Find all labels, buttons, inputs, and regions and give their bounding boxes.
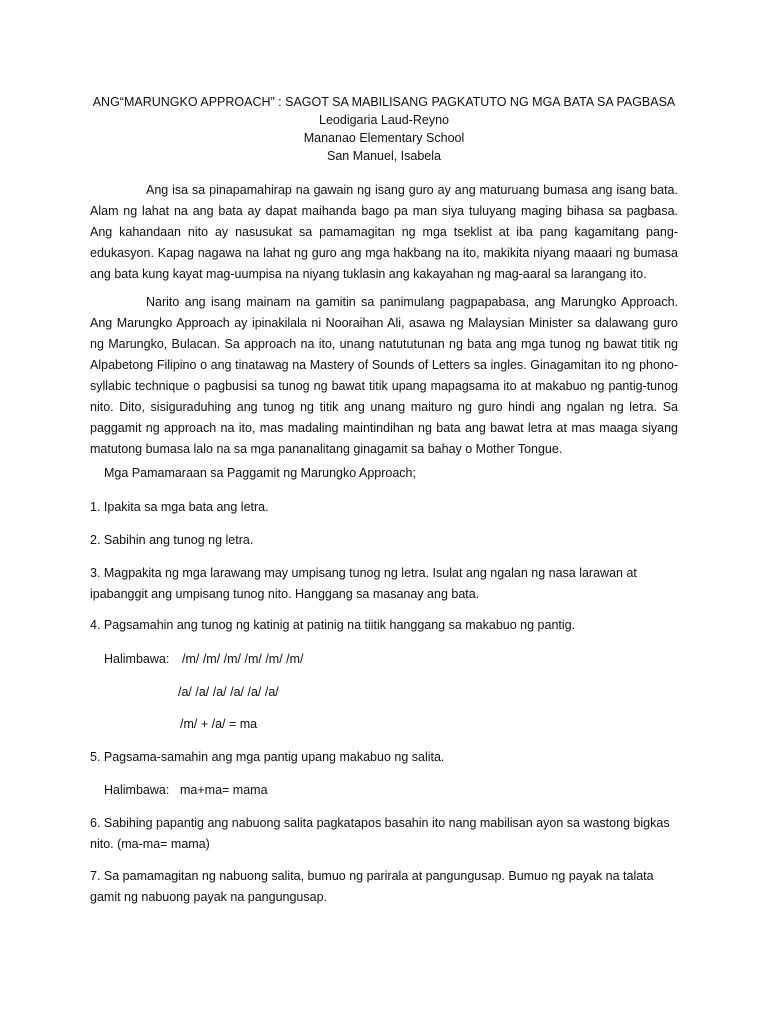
step-item: 2. Sabihin ang tunog ng letra.	[90, 533, 254, 547]
step-item: 5. Pagsama-samahin ang mga pantig upang makabuo ng salita.	[90, 750, 445, 764]
document-title: ANG“MARUNGKO APPROACH” : SAGOT SA MABILISANG PAGKATUTO NG MGA BATA SA PAGBASA	[92, 95, 676, 109]
example-row: ma+ma= mama	[180, 783, 268, 797]
step-item: 6. Sabihing papantig ang nabuong salita pagkatapos basahin ito nang mabilisan ayon sa wastong bigkas nito. (ma-ma= mama)	[90, 816, 670, 851]
example-label: Halimbawa:	[104, 783, 170, 797]
example-row: /a/ /a/ /a/ /a/ /a/ /a/	[178, 685, 279, 699]
paragraph-marungko	[90, 292, 678, 460]
step-item: 4. Pagsamahin ang tunog ng katinig at patinig na tiitik hanggang sa makabuo ng pantig.	[90, 618, 576, 632]
paragraph-text: Narito ang isang mainam na gamitin sa panimulang pagpapabasa, ang Marungko Approach. Ang Marungko Approach ay ipinakilala ni Nooraihan Ali, asawa ng Malaysian Minister sa dalawang guro ng Marungko, Bulacan. Sa approach na ito, unang natututunan ng bata ang mga tunog ng bawat titik ng Alpabetong Filipino o ang tinatawag na Mastery of Sounds of Letters sa ingles. Ginagamitan ito ng phono-syllabic technique o pagbusisi sa tunog ng bawat titik upang mapagsama ito at makabuo ng pantig-tunog nito. Dito, sisiguraduhing ang tunog ng titik ang unang maituro ng guro hindi ang ngalan ng letra. Sa paggamit ng approach na ito, mas madaling maintindihan ng bata ang bawat letra at mas maaga siyang matutong bumasa lalo na sa mga pananalitang ginagamit sa bahay o Mother Tongue.	[90, 295, 678, 456]
example-row: /m/ + /a/ = ma	[180, 717, 258, 731]
school-location: San Manuel, Isabela	[327, 149, 441, 163]
author-name: Leodigaria Laud-Reyno	[319, 113, 449, 127]
steps-heading: Mga Pamamaraan sa Paggamit ng Marungko Approach;	[104, 466, 416, 480]
paragraph-text: Ang isa sa pinapamahirap na gawain ng isang guro ay ang maturuang bumasa ang isang bata. Alam ng lahat na ang bata ay dapat maihanda bago pa man siya tuluyang maging bihasa sa pagbasa. Ang kahandaan nito ay nasusukat sa pamamagitan ng mga tseklist at iba pang kagamitang pang-edukasyon. Kapag nagawa na lahat ng guro ang mga hakbang na ito, makikita niyang maaari ng bumasa ang bata kung kayat mag-uumpisa na niyang tuklasin ang kakayahan ng mag-aaral sa larangang ito.	[90, 183, 678, 281]
step-item: 7. Sa pamamagitan ng nabuong salita, bumuo ng parirala at pangungusap. Bumuo ng payak na talata gamit ng nabuong payak na pangungusap.	[90, 869, 654, 904]
school-name: Mananao Elementary School	[303, 131, 465, 145]
example-label: Halimbawa:	[104, 652, 170, 666]
step-item: 3. Magpakita ng mga larawang may umpisang tunog ng letra. Isulat ang ngalan ng nasa larawan at ipabanggit ang umpisang tunog nito. Hanggang sa masanay ang bata.	[90, 566, 637, 601]
example-row: /m/ /m/ /m/ /m/ /m/ /m/	[182, 652, 304, 666]
paragraph-intro	[90, 180, 678, 285]
step-item: 1. Ipakita sa mga bata ang letra.	[90, 500, 269, 514]
